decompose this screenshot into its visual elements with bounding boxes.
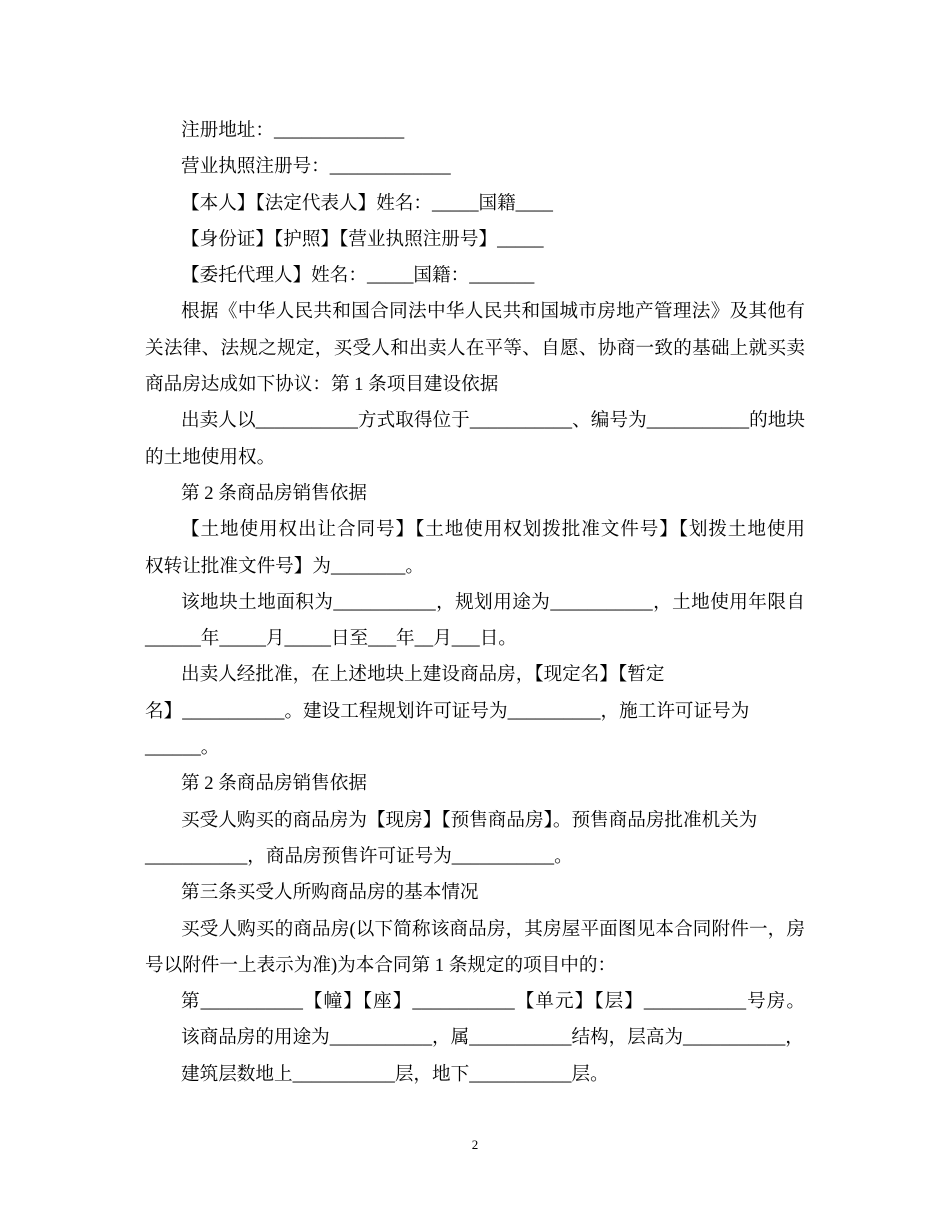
text-line: 根据《中华人民共和国合同法中华人民共和国城市房地产管理法》及其他有: [181, 301, 805, 323]
text-line: 第 2 条商品房销售依据: [181, 773, 367, 795]
section-heading: [145, 875, 815, 911]
field-representative-name: [145, 186, 815, 222]
text-line: 【身份证】【护照】【营业执照注册号】_____: [181, 228, 544, 250]
text-line: 买受人购买的商品房为【现房】【预售商品房】。预售商品房批准机关为: [181, 809, 758, 831]
paragraph-property-description: [145, 912, 815, 985]
text-line: 第 2 条商品房销售依据: [181, 482, 367, 504]
field-business-license-number: [145, 149, 815, 185]
section-heading: [145, 476, 815, 512]
text-line: 该商品房的用途为___________，属___________结构，层高为___________，: [181, 1027, 804, 1049]
paragraph-land-acquisition: [145, 403, 815, 476]
text-line: 出卖人经批准，在上述地块上建设商品房，【现定名】【暂定: [181, 664, 665, 686]
field-registered-address: [145, 113, 815, 149]
document-body: [145, 113, 815, 1093]
text-line: 建筑层数地上___________层，地下___________层。: [181, 1063, 609, 1085]
text-line: 注册地址：______________: [181, 120, 405, 141]
text-line: 出卖人以___________方式取得位于___________、编号为___________的地块: [181, 410, 805, 432]
paragraph-land-contract: [145, 512, 815, 585]
text-line: 第___________【幢】【座】___________【单元】【层】___________号房。: [181, 991, 805, 1013]
field-property-usage: [145, 1020, 815, 1056]
text-line: 【委托代理人】姓名：_____国籍：_______: [181, 265, 535, 287]
text-line: 第三条买受人所购商品房的基本情况: [181, 882, 479, 904]
text-line: 营业执照注册号：_____________: [181, 156, 451, 178]
field-floor-count: [145, 1057, 815, 1093]
text-line: 【本人】【法定代表人】姓名：_____国籍____: [181, 192, 553, 214]
text-line: 商品房达成如下协议：第 1 条项目建设依据: [145, 374, 499, 396]
text-line: ______年_____月_____日至___年__月___日。: [145, 628, 517, 650]
text-line: 的土地使用权。: [145, 446, 276, 468]
page-number: 2: [471, 1137, 479, 1152]
text-line: 该地块土地面积为___________，规划用途为___________，土地使用年限自: [181, 591, 805, 613]
text-line: 权转让批准文件号】为________。: [145, 555, 424, 577]
paragraph-land-area: [145, 585, 815, 658]
paragraph-construction-permit: [145, 657, 815, 766]
text-line: 号以附件一上表示为准)为本合同第 1 条规定的项目中的：: [145, 954, 617, 976]
text-line: ______。: [145, 737, 220, 759]
text-line: 【土地使用权出让合同号】【土地使用权划拨批准文件号】【划拨土地使用: [181, 519, 805, 541]
field-unit-number: [145, 984, 815, 1020]
text-line: 关法律、法规之规定，买受人和出卖人在平等、自愿、协商一致的基础上就买卖: [145, 337, 805, 359]
field-agent-name: [145, 258, 815, 294]
field-identity-document: [145, 222, 815, 258]
section-heading: [145, 766, 815, 802]
paragraph-presale-permit: [145, 803, 815, 876]
paragraph-preamble: [145, 294, 815, 403]
text-line: 名】___________。建设工程规划许可证号为__________，施工许可证号为: [145, 700, 750, 722]
text-line: ___________，商品房预售许可证号为___________。: [145, 845, 573, 867]
text-line: 买受人购买的商品房(以下简称该商品房，其房屋平面图见本合同附件一，房: [181, 918, 805, 940]
